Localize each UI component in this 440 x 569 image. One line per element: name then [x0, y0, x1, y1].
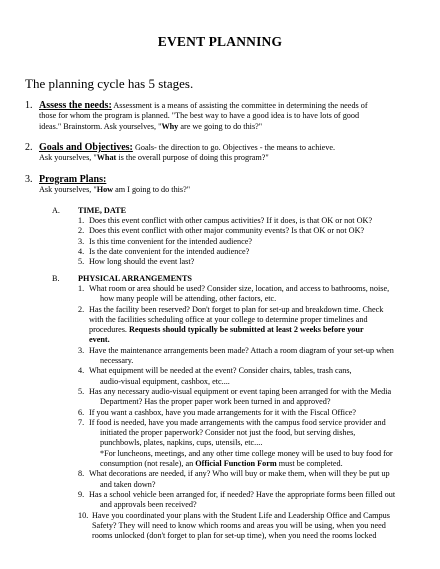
item-number: 9.: [78, 489, 85, 499]
item-text: What equipment will be needed at the event? Consider chairs, tables, trash cans,: [89, 366, 352, 376]
item-number: 1.: [78, 216, 85, 225]
list-item: [78, 366, 433, 387]
list-item: [78, 511, 433, 542]
item-number: 2.: [78, 304, 85, 314]
emphasis-text: Official Function Form: [195, 459, 277, 469]
section-text: Ask yourselves, ": [39, 153, 97, 163]
item-number: 6.: [78, 407, 85, 417]
section-heading: Goals and Objectives:: [39, 142, 133, 153]
item-text: with the facilities scheduling office at your college to determine proper timelines and: [89, 314, 368, 324]
item-text: necessary.: [100, 356, 134, 366]
item-text: audio-visual equipment, cashbox, etc....: [100, 376, 230, 386]
section-text: am I going to do this?": [113, 185, 191, 195]
item-number: 2.: [78, 226, 85, 236]
item-text: Safety? They will need to know which rooms and areas you will be using, when you need: [92, 520, 386, 530]
item-text: What decorations are needed, if any? Who will buy or make them, when will they be put up: [89, 469, 390, 479]
item-number: 3.: [78, 236, 85, 246]
emphasis-text: Why: [161, 121, 179, 131]
time-date-list: [78, 216, 423, 267]
item-number: 10.: [78, 510, 89, 520]
item-text: If you want a cashbox, have you made arrangements for it with the Fiscal Office?: [89, 407, 356, 417]
page-title: EVENT PLANNING: [157, 34, 283, 49]
list-item: [78, 469, 433, 490]
section-heading: Program Plans:: [39, 174, 107, 185]
section-heading: Assess the needs:: [39, 100, 112, 111]
subsection-title: TIME, DATE: [78, 206, 127, 215]
item-text: consumption (not resale), an: [100, 459, 196, 469]
item-text: What room or area should be used? Consider size, location, and access to bathrooms, noise,: [89, 284, 390, 293]
list-item: [78, 305, 433, 346]
item-text: punchbowls, plates, napkins, cups, utensils, etc....: [100, 438, 263, 448]
section-text: Goals- the direction to go. Objectives - the means to achieve.: [132, 143, 336, 152]
section-text: those for whom the program is planned. "The best way to have a good idea is to have lots of good: [39, 111, 360, 121]
item-text: must be completed.: [276, 459, 343, 469]
item-number: 8.: [78, 469, 85, 479]
item-number: 3.: [78, 345, 85, 355]
item-text: and approvals been received?: [100, 500, 197, 510]
item-text: procedures.: [89, 325, 130, 335]
section-number: 3.: [25, 174, 33, 185]
list-item: [78, 226, 423, 236]
section-text: ideas." Brainstorm. Ask yourselves, ": [39, 121, 162, 131]
item-text: Has a school vehicle been arranged for, if needed? Have the appropriate forms been filled out: [89, 489, 396, 499]
subsection-title: PHYSICAL ARRANGEMENTS: [78, 274, 192, 283]
subsection-letter: A.: [52, 206, 60, 215]
item-text: rooms unlocked (don't forget to plan for set-up time), when you need the rooms locked: [92, 531, 377, 541]
item-number: 7.: [78, 417, 85, 427]
list-item: [78, 490, 433, 511]
section-body: [39, 175, 424, 196]
item-text: Is this time convenient for the intended audience?: [89, 236, 253, 246]
section-number: 2.: [25, 142, 33, 153]
item-number: 1.: [78, 284, 85, 293]
item-text: Is the date convenient for the intended audience?: [89, 246, 250, 256]
section-text: is the overall purpose of doing this program?": [116, 153, 269, 163]
item-text: Have the maintenance arrangements been made? Attach a room diagram of your set-up when: [89, 345, 394, 355]
intro-text: The planning cycle has 5 stages.: [25, 76, 194, 91]
list-item: [78, 418, 433, 469]
section-body: [39, 101, 424, 132]
list-item: [78, 346, 433, 367]
list-item: [78, 247, 423, 257]
item-text: If food is needed, have you made arrangements with the campus food service provider and: [89, 417, 386, 427]
list-item: [78, 216, 423, 226]
item-number: 5.: [78, 257, 85, 267]
emphasis-text: Requests should typically be submitted at least 2 weeks before your: [129, 325, 364, 335]
emphasis-text: event.: [89, 335, 110, 345]
item-text: Does this event conflict with other major community events? Is that OK or not OK?: [89, 226, 365, 236]
item-text: initiated the proper paperwork? Consider not just the food, but serving dishes,: [100, 428, 356, 438]
list-item: [78, 387, 433, 408]
item-text: *For luncheons, meetings, and any other time college money will be used to buy food for: [100, 448, 393, 458]
item-number: 4.: [78, 246, 85, 256]
list-item: [78, 284, 433, 305]
item-text: Does this event conflict with other campus activities? If it does, is that OK or not OK?: [89, 216, 373, 225]
list-item: [78, 237, 423, 247]
section-text: Ask yourselves, ": [39, 185, 97, 195]
item-text: How long should the event last?: [89, 257, 195, 267]
section-text: are we going to do this?": [178, 121, 263, 131]
item-text: and taken down?: [100, 479, 156, 489]
item-text: Department? Has the proper paper work been turned in and approved?: [100, 397, 331, 407]
subsection-letter: B.: [52, 274, 60, 283]
item-number: 5.: [78, 386, 85, 396]
item-text: Have you coordinated your plans with the Student Life and Leadership Office and Campus: [92, 510, 390, 520]
physical-list: [78, 284, 433, 541]
item-text: Has any necessary audio-visual equipment or event taping been arranged for with the Media: [89, 386, 392, 396]
list-item: [78, 257, 423, 267]
section-number: 1.: [25, 100, 33, 111]
list-item: [78, 408, 433, 418]
emphasis-text: What: [96, 153, 117, 163]
item-text: Has the facility been reserved? Don't forget to plan for set-up and breakdown time. Check: [89, 304, 384, 314]
item-number: 4.: [78, 366, 85, 376]
emphasis-text: How: [96, 185, 114, 195]
section-body: [39, 143, 424, 164]
section-text: Assessment is a means of assisting the committee in determining the needs of: [111, 101, 368, 110]
item-text: how many people will be attending, other factors, etc.: [100, 294, 277, 304]
